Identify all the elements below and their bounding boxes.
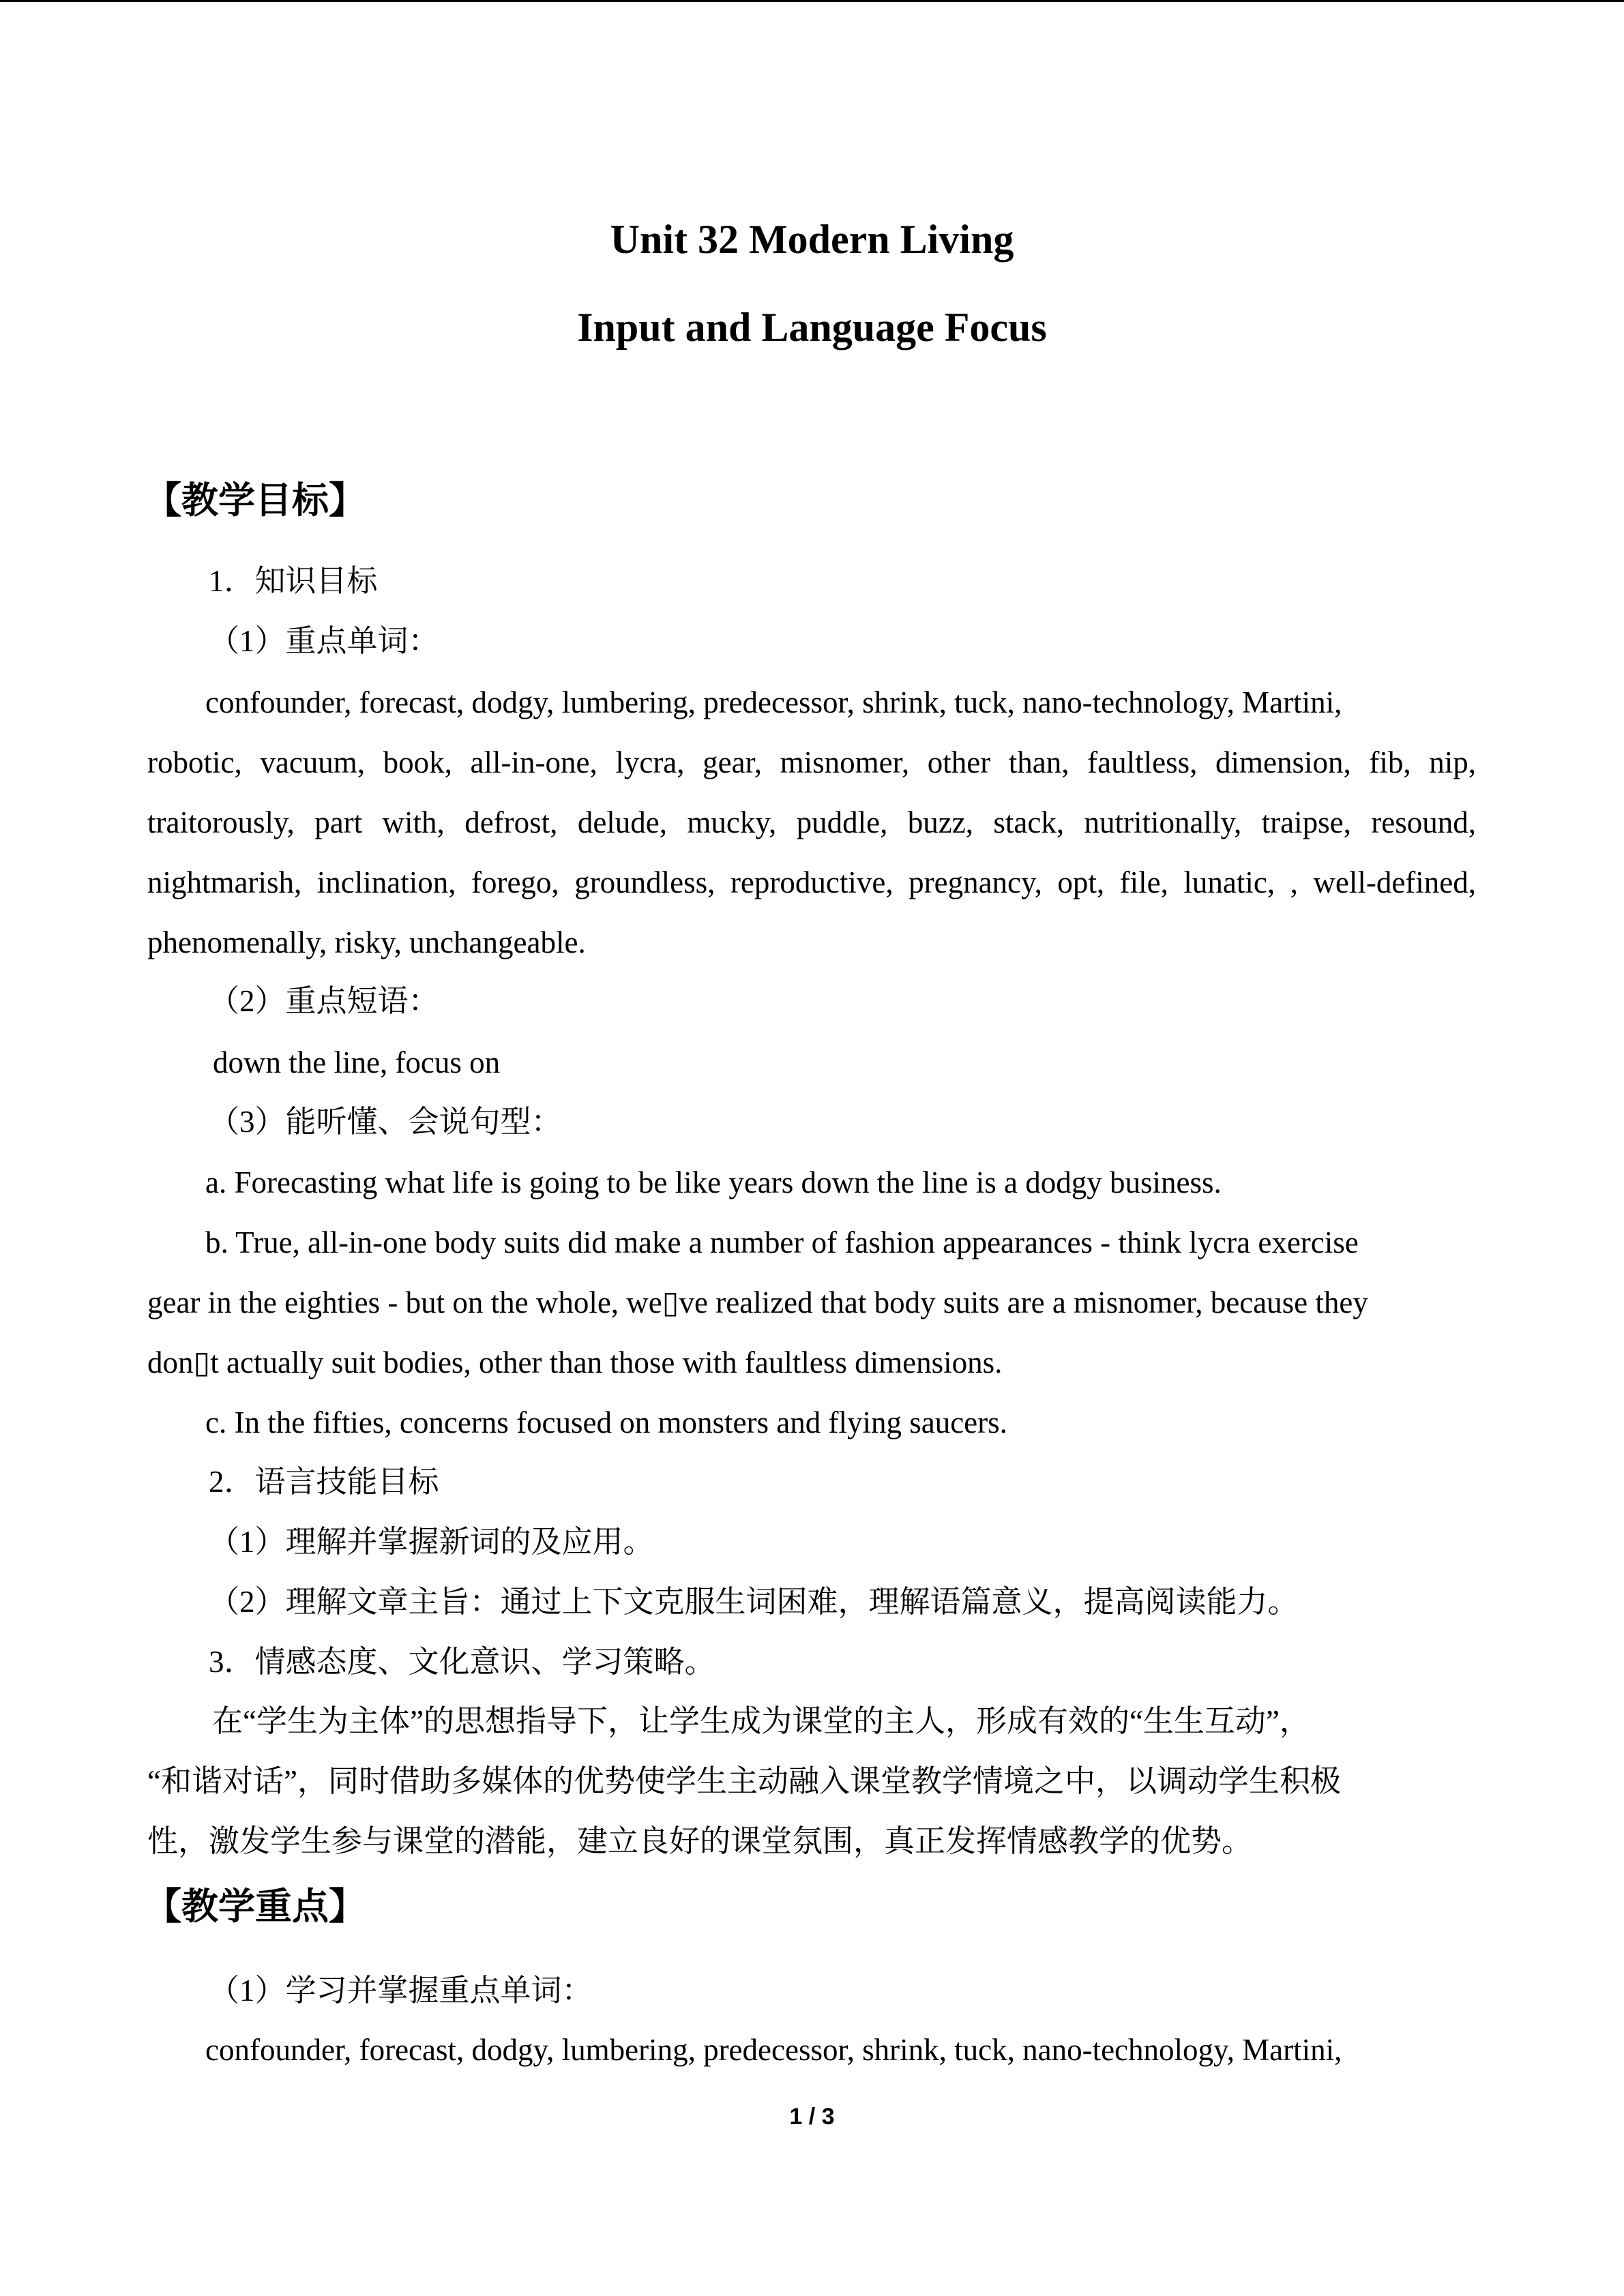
knowledge-goal-label: 1．知识目标 (209, 564, 378, 598)
section-heading-objectives: 【教学目标】 (145, 480, 366, 521)
sentence-b-line-3: don▯t actually suit bodies, other than those with faultless dimensions. (147, 1345, 1003, 1380)
section-heading-key-points: 【教学重点】 (145, 1886, 366, 1927)
key-point-vocabulary-line: confounder, forecast, dodgy, lumbering, predecessor, shrink, tuck, nano-technology, Martini, (205, 2033, 1342, 2067)
vocabulary-line-4: nightmarish, inclination, forego, groundless, reproductive, pregnancy, opt, file, lunatic, , well-defined, (147, 865, 1476, 899)
attitude-strategy-label: 3．情感态度、文化意识、学习策略。 (209, 1645, 715, 1679)
vocabulary-line-1: confounder, forecast, dodgy, lumbering, predecessor, shrink, tuck, nano-technology, Martini, (205, 685, 1342, 719)
page-top-border (0, 0, 1624, 2)
attitude-paragraph-line-2: “和谐对话”，同时借助多媒体的优势使学生主动融入课堂教学情境之中，以调动学生积极 (147, 1764, 1341, 1798)
page-number: 1 / 3 (789, 2104, 835, 2130)
language-skills-label: 2．语言技能目标 (209, 1465, 439, 1499)
sentence-c: c. In the fifties, concerns focused on monsters and flying saucers. (205, 1405, 1007, 1440)
key-phrases: down the line, focus on (213, 1045, 501, 1079)
sentence-patterns-label: （3）能听懂、会说句型： (209, 1105, 562, 1139)
document-subtitle: Input and Language Focus (577, 305, 1047, 350)
sentence-b-line-2: gear in the eighties - but on the whole, we▯ve realized that body suits are a misnomer, because they (147, 1285, 1368, 1320)
skill-item-1: （1）理解并掌握新词的及应用。 (209, 1525, 654, 1559)
document-title: Unit 32 Modern Living (610, 217, 1014, 262)
key-phrases-label: （2）重点短语： (209, 984, 439, 1018)
key-point-item-1: （1）学习并掌握重点单词： (209, 1973, 593, 2008)
attitude-paragraph-line-3: 性，激发学生参与课堂的潜能，建立良好的课堂氛围，真正发挥情感教学的优势。 (147, 1824, 1253, 1858)
vocabulary-line-5: phenomenally, risky, unchangeable. (147, 925, 586, 959)
sentence-a: a. Forecasting what life is going to be like years down the line is a dodgy business. (205, 1165, 1222, 1199)
vocabulary-line-2: robotic, vacuum, book, all-in-one, lycra, gear, misnomer, other than, faultless, dimension, fib, nip, (147, 745, 1476, 779)
key-vocabulary-label: （1）重点单词： (209, 624, 439, 658)
vocabulary-line-3: traitorously, part with, defrost, delude, mucky, puddle, buzz, stack, nutritionally, traipse, resound, (147, 805, 1476, 839)
attitude-paragraph-line-1: 在“学生为主体”的思想指导下，让学生成为课堂的主人，形成有效的“生生互动”， (212, 1704, 1310, 1738)
skill-item-2: （2）理解文章主旨：通过上下文克服生词困难，理解语篇意义，提高阅读能力。 (209, 1585, 1299, 1619)
sentence-b-line-1: b. True, all-in-one body suits did make a number of fashion appearances - think lycra exercise (205, 1225, 1359, 1259)
